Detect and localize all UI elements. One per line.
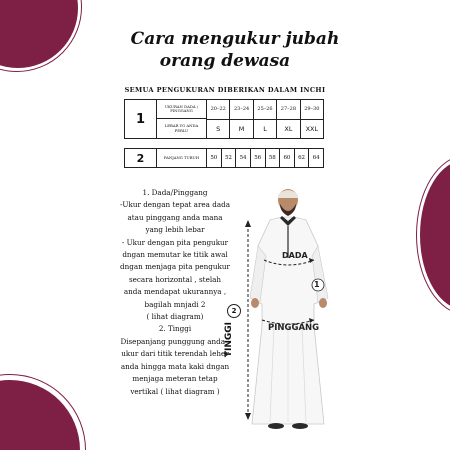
range-cell: 20–22 xyxy=(207,100,230,119)
size-cell: S xyxy=(207,120,230,139)
instruction-line: 2. Tinggi xyxy=(158,324,192,334)
instruction-line: bagilah mnjadi 2 xyxy=(144,299,206,309)
pinggang-label: PINGGANG xyxy=(268,323,320,333)
table1-row1-label: UKURAN DADA / PINGGANG xyxy=(157,100,207,119)
instruction-line: secara horizontal , stelah xyxy=(128,274,222,284)
length-cell: 52 xyxy=(222,149,237,167)
length-cell: 56 xyxy=(251,149,266,167)
decor-circle-bottom-left xyxy=(0,380,80,450)
instruction-line: 1. Dada/Pinggang xyxy=(142,188,208,197)
table1-number: 1 xyxy=(125,100,157,138)
size-cell: XL xyxy=(277,120,300,139)
instruction-line: yang lebih lebar xyxy=(145,225,205,235)
model-left-hand xyxy=(251,298,259,308)
length-cell: 58 xyxy=(266,149,281,167)
page-subtitle: SEMUA PENGUKURAN DIBERIKAN DALAM INCHI xyxy=(124,86,326,94)
tinggi-label: TINGGI xyxy=(224,322,234,358)
instruction-line: dngan menjaga pita pengukur xyxy=(120,262,230,272)
page-title-line1: Cara mengukur jubah xyxy=(130,29,340,49)
size-cell: XXL xyxy=(305,124,319,133)
size-cell: L xyxy=(254,120,277,139)
model-cap xyxy=(278,190,298,198)
length-cell: 64 xyxy=(312,155,320,161)
instruction-line: - Ukur dengan pita pengukur xyxy=(121,237,229,247)
table1-row2-label: LEBAR YG ANDA PERLU xyxy=(157,119,207,138)
decor-circle-right xyxy=(420,160,450,310)
instruction-line: menjaga meteran tetap xyxy=(132,374,218,384)
tinggi-number-badge: 2 xyxy=(227,304,241,318)
robe-model-illustration xyxy=(240,186,360,431)
length-cell: 54 xyxy=(236,149,251,167)
size-table xyxy=(124,99,324,139)
instruction-line: dngan memutar ke titik awal xyxy=(122,250,228,260)
length-cell: 50 xyxy=(207,149,222,167)
instruction-line: ukur dari titik terendah leher xyxy=(121,349,229,359)
instruction-line: anda hingga mata kaki dngan xyxy=(120,361,230,371)
range-cell: 27–28 xyxy=(277,100,300,119)
measure-marker-one: 1 xyxy=(314,280,320,289)
model-right-hand xyxy=(319,298,327,308)
length-cell: 60 xyxy=(280,149,295,167)
instruction-line: atau pinggang anda mana xyxy=(127,212,223,222)
instruction-line: ( lihat diagram) xyxy=(146,312,204,322)
instruction-line: vertikal ( lihat diagram ) xyxy=(130,386,220,396)
measurement-instructions xyxy=(110,187,240,398)
range-cell: 25–26 xyxy=(254,100,277,119)
length-table xyxy=(124,148,324,168)
instruction-line: Disepanjang punggung anda , xyxy=(120,336,230,346)
length-cell: 62 xyxy=(295,149,310,167)
size-cell: M xyxy=(230,120,253,139)
range-cell: 29–30 xyxy=(304,106,320,113)
table2-label: PANJANG TUBUH xyxy=(157,149,207,167)
dada-label: DADA xyxy=(282,251,308,260)
instruction-line: anda mendapat ukurannya , xyxy=(123,287,227,297)
range-cell: 23–24 xyxy=(230,100,253,119)
page-title-line2: orang dewasa xyxy=(159,51,291,71)
table2-number: 2 xyxy=(125,149,157,167)
instruction-line: -Ukur dengan tepat area dada xyxy=(120,200,230,210)
